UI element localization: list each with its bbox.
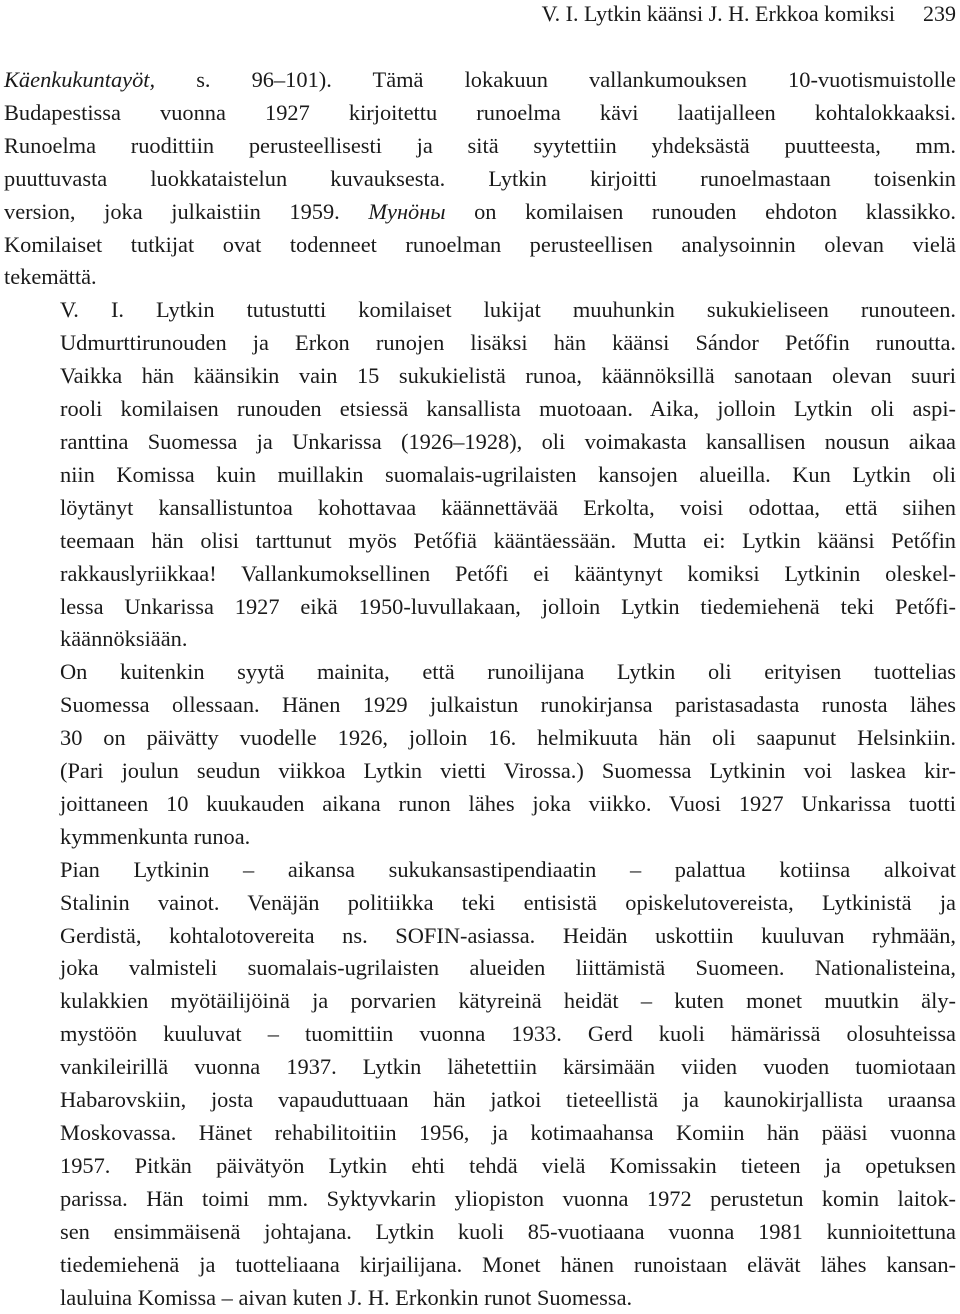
text-run: Pian Lytkinin – aikansa sukukansastipendiaatin – palattua kotiinsa alkoivat [60, 856, 956, 882]
text-line [4, 64, 956, 97]
text-run: Vaikka hän käänsikin vain 15 sukukielistä runoa, käännöksillä sanotaan olevan suuri [60, 363, 956, 389]
text-line [4, 952, 956, 985]
text-run: lauluina Komissa – aivan kuten J. H. Erkonkin runot Suomessa. [60, 1284, 633, 1310]
text-run: on komilaisen runouden ehdoton klassikko. [445, 198, 956, 224]
text-run: 1957. Pitkän päivätyön Lytkin ehti tehdä vielä Komissakin tieteen ja opetuksen [60, 1152, 956, 1178]
text-line [4, 985, 956, 1018]
text-line [4, 229, 956, 262]
text-line [4, 97, 956, 130]
text-line [4, 755, 956, 788]
text-line [4, 1051, 956, 1084]
text-run: Stalinin vainot. Venäjän politiikka teki entisistä opiskelutovereista, Lytkinistä ja [60, 889, 956, 915]
text-run: kymmenkunta runoa. [60, 823, 251, 849]
text-line [4, 1084, 956, 1117]
text-run: 30 on päivätty vuodelle 1926, jolloin 16. helmikuuta hän oli saapunut Helsinkiin. [60, 725, 956, 751]
text-run: version, joka julkaistiin 1959. [4, 198, 369, 224]
text-run: Suomessa ollessaan. Hänen 1929 julkaistun runokirjansa paristasadasta runosta lähes [60, 692, 956, 718]
text-run: s. 96–101). Tämä lokakuun vallankumouksen 10-vuotismuistolle [155, 67, 956, 92]
paragraph [4, 64, 956, 294]
running-head [542, 0, 956, 28]
text-run: V. I. Lytkin tutustutti komilaiset lukijat muuhunkin sukukieliseen runouteen. [60, 297, 956, 323]
text-run: Komilaiset tutkijat ovat todenneet runoelman perusteellisen analysoinnin olevan vielä [4, 231, 956, 257]
text-line [4, 656, 956, 689]
running-title: V. I. Lytkin käänsi J. H. Erkkoa komiksi [541, 1, 895, 26]
text-line [4, 854, 956, 887]
text-run: ranttina Suomessa ja Unkarissa (1926–1928), oli voimakasta kansallisen nousun aikaa [60, 428, 956, 454]
text-line [4, 887, 956, 920]
text-run: mystöön kuuluvat – tuomittiin vuonna 1933. Gerd kuoli hämärissä olosuhteissa [60, 1021, 956, 1047]
text-line [4, 623, 956, 656]
text-run: tekemättä. [4, 264, 97, 290]
text-run: On kuitenkin syytä mainita, että runoilijana Lytkin oli erityisen tuottelias [60, 659, 956, 685]
text-line [4, 1249, 956, 1282]
paragraph [4, 656, 956, 853]
paragraph [4, 294, 956, 656]
text-line [4, 689, 956, 722]
text-line [4, 426, 956, 459]
text-run: vankileirillä vuonna 1937. Lytkin lähetettiin kärsimään viiden vuoden tuomiotaan [60, 1054, 956, 1080]
text-run: (Pari joulun seudun viikkoa Lytkin vietti Virossa.) Suomessa Lytkinin voi laskea kir- [60, 758, 956, 784]
page-number: 239 [923, 1, 956, 26]
text-run: Runoelma ruodittiin perusteellisesti ja sitä syytettiin yhdeksästä puutteesta, mm. [4, 132, 956, 158]
text-line [4, 1183, 956, 1216]
text-line [4, 591, 956, 624]
text-line [4, 327, 956, 360]
text-line [4, 1018, 956, 1051]
text-run: joka valmisteli suomalais-ugrilaisten alueiden liittämistä Suomeen. Nationalisteina, [60, 955, 956, 981]
paragraph [4, 854, 956, 1314]
text-line [4, 393, 956, 426]
text-run: Gerdistä, kohtalotovereita ns. SOFIN-asiassa. Heidän uskottiin kuuluvan ryhmään, [60, 922, 956, 948]
text-line [4, 294, 956, 327]
text-line [4, 459, 956, 492]
text-line [4, 525, 956, 558]
text-line [4, 196, 956, 229]
text-line [4, 920, 956, 953]
text-run: Moskovassa. Hänet rehabilitoitiin 1956, ja kotimaahansa Komiin hän pääsi vuonna [60, 1120, 956, 1145]
text-line [4, 558, 956, 591]
text-line [4, 163, 956, 196]
text-run: Udmurttirunouden ja Erkon runojen lisäksi hän käänsi Sándor Petőfin runoutta. [60, 330, 956, 356]
text-line [4, 722, 956, 755]
text-line [4, 1150, 956, 1183]
text-line [4, 1117, 956, 1150]
text-run: niin Komissa kuin muillakin suomalais-ugrilaisten kansojen alueilla. Kun Lytkin oli [60, 461, 956, 487]
text-run: kulakkien myötäilijöinä ja porvarien kätyreinä heidät – kuten monet muutkin äly- [60, 988, 956, 1014]
text-run: Habarovskiin, josta vapauduttuaan hän jatkoi tieteellistä ja kaunokirjallista uraansa [60, 1087, 956, 1113]
italic-title: Мунӧны [368, 198, 446, 224]
text-line [4, 261, 956, 294]
text-run: käännöksiään. [60, 626, 188, 652]
text-line [4, 360, 956, 393]
text-line [4, 821, 956, 854]
text-run: puuttuvasta luokkataistelun kuvauksesta. Lytkin kirjoitti runoelmastaan toisenkin [4, 165, 956, 191]
text-run: Budapestissa vuonna 1927 kirjoitettu runoelma kävi laatijalleen kohtalokkaaksi. [4, 99, 956, 125]
text-run: joittaneen 10 kuukauden aikana runon lähes joka viikko. Vuosi 1927 Unkarissa tuotti [60, 790, 956, 816]
text-line [4, 130, 956, 163]
text-run: sen ensimmäisenä johtajana. Lytkin kuoli 85-vuotiaana vuonna 1981 kunnioitettuna [60, 1218, 956, 1244]
text-run: lessa Unkarissa 1927 eikä 1950-luvullakaan, jolloin Lytkin tiedemiehenä teki Petőfi- [60, 593, 956, 619]
text-line [4, 1216, 956, 1249]
text-run: rakkauslyriikkaa! Vallankumoksellinen Petőfi ei kääntynyt komiksi Lytkinin oleskel- [60, 560, 956, 586]
text-run: parissa. Hän toimi mm. Syktyvkarin yliopiston vuonna 1972 perustetun komin laitok- [60, 1185, 956, 1211]
text-line [4, 1282, 956, 1314]
body-text [4, 64, 956, 1314]
text-run: tiedemiehenä ja tuotteliaana kirjailijana. Monet hänen runoistaan elävät lähes kansan- [60, 1251, 956, 1277]
text-run: rooli komilaisen runouden etsiessä kansallista muotoaan. Aika, jolloin Lytkin oli aspi- [60, 396, 956, 422]
text-line [4, 788, 956, 821]
text-run: teemaan hän olisi tarttunut myös Petőfiä kääntäessään. Mutta ei: Lytkin käänsi Petőfin [60, 527, 956, 553]
text-line [4, 492, 956, 525]
italic-title: Käenkukuntayöt, [4, 67, 156, 92]
text-run: löytänyt kansallistuntoa kohottavaa käännettävää Erkolta, voisi odottaa, että siihen [60, 494, 956, 520]
